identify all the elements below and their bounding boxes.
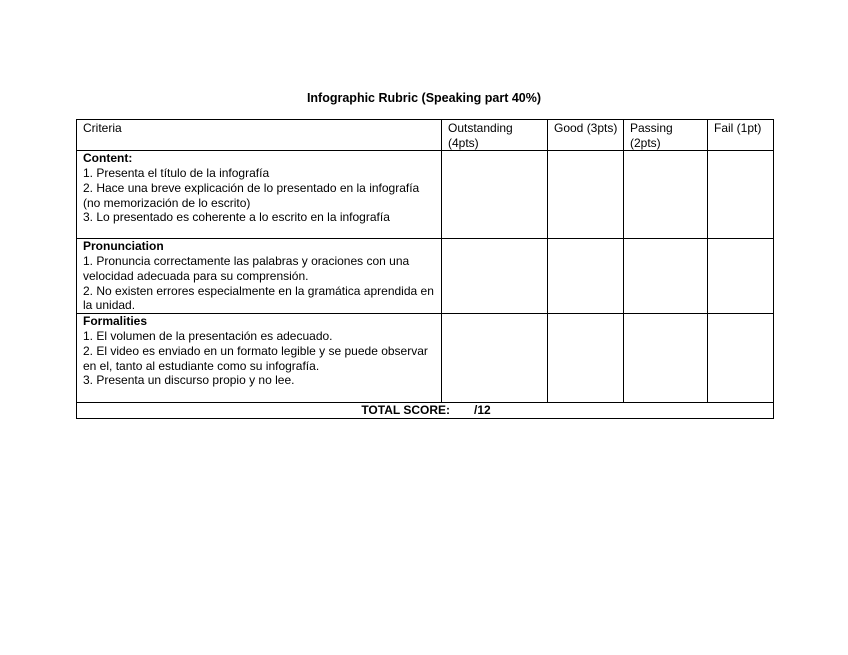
total-score-cell [77,403,774,419]
score-cell-fail [708,314,774,403]
score-cell-good [548,239,624,314]
criteria-line: 3. Lo presentado es coherente a lo escrito en la infografía [83,210,390,225]
criteria-cell-formalities [77,314,442,403]
criteria-line: 2. El video es enviado en un formato legible y se puede observar en el, tanto al estudiante como su infografía. [83,343,428,373]
criteria-line: 2. No existen errores especialmente en la gramática aprendida en la unidad. [83,283,434,313]
criteria-heading: Content: [83,151,133,166]
criteria-line: 1. El volumen de la presentación es adecuado. [83,329,333,344]
score-cell-passing [624,239,708,314]
total-score-value: /12 [473,403,491,418]
score-cell-good [548,151,624,239]
page-title: Infographic Rubric (Speaking part 40%) [306,91,542,105]
table-row-content [77,151,774,239]
score-cell-passing [624,151,708,239]
header-row [77,120,774,151]
total-row [77,403,774,419]
table-row-pronunciation [77,239,774,314]
score-cell-passing [624,314,708,403]
header-outstanding: Outstanding (4pts) [442,120,548,151]
score-cell-fail [708,239,774,314]
header-good: Good (3pts) [548,120,624,151]
header-passing: Passing (2pts) [624,120,708,151]
table-row-formalities [77,314,774,403]
score-cell-fail [708,151,774,239]
score-cell-outstanding [442,314,548,403]
criteria-heading: Formalities [83,314,148,329]
criteria-cell-content [77,151,442,239]
criteria-line: 2. Hace una breve explicación de lo presentado en la infografía (no memorización de lo escrito) [83,180,420,210]
header-fail: Fail (1pt) [708,120,774,151]
header-criteria: Criteria [77,120,442,151]
criteria-heading: Pronunciation [83,239,164,254]
criteria-line: 3. Presenta un discurso propio y no lee. [83,373,295,388]
score-cell-good [548,314,624,403]
criteria-cell-pronunciation [77,239,442,314]
score-cell-outstanding [442,239,548,314]
total-score-label: TOTAL SCORE: [361,403,450,418]
rubric-table [76,119,774,419]
criteria-line: 1. Presenta el título de la infografía [83,166,270,181]
criteria-line: 1. Pronuncia correctamente las palabras y oraciones con una velocidad adecuada para su comprensión. [83,254,410,283]
score-cell-outstanding [442,151,548,239]
